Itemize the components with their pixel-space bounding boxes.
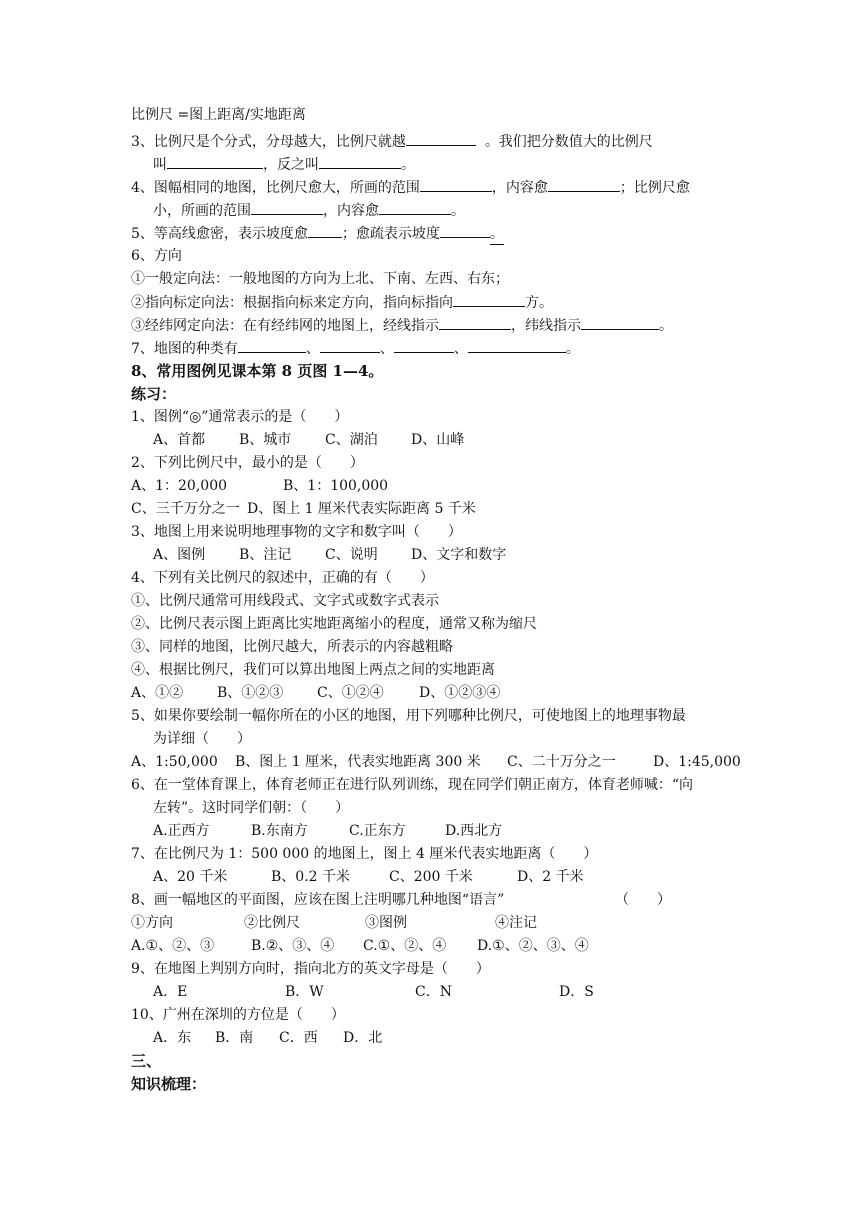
question-7	[131, 844, 597, 864]
underlined-period: 。	[490, 224, 504, 245]
option-d: D、1:45,000	[653, 754, 741, 770]
answer-blank	[439, 315, 511, 330]
text-segment: 为详细（ ）	[153, 731, 251, 747]
text-segment: ④、根据比例尺，我们可以算出地图上两点之间的实地距离	[131, 662, 495, 678]
option-a: A、①②	[131, 685, 184, 701]
text-segment: ③、同样的地图，比例尺越大，所表示的内容越粗略	[131, 639, 453, 655]
text-segment: 。	[451, 203, 465, 219]
text-segment: 1、图例“◎”通常表示的是（ ）	[131, 409, 349, 425]
answer-paren: （ ）	[615, 892, 671, 908]
question-3	[131, 522, 462, 542]
option-c: C、三千万分之一	[131, 501, 240, 517]
text-segment: 3、地图上用来说明地理事物的文字和数字叫（ ）	[131, 524, 462, 540]
text-segment: 方。	[525, 295, 553, 311]
option-d: D、山峰	[411, 432, 465, 448]
question-line	[131, 223, 504, 245]
text-segment: 10、广州在深圳的方位是（ ）	[131, 1007, 345, 1023]
text-segment: 、	[379, 341, 394, 357]
option-a: A、首都	[153, 432, 206, 448]
answer-blank	[453, 292, 525, 307]
text-segment: ；比例尺愈	[619, 180, 690, 196]
question-9	[131, 959, 490, 979]
text-segment: 左转”。这时同学们朝：（ ）	[153, 800, 350, 816]
text-segment: 知识梳理：	[131, 1075, 207, 1093]
text-segment: 7、地图的种类有	[131, 341, 238, 357]
text-segment: ，内容愈	[491, 180, 548, 196]
option-b: B、0.2 千米	[271, 869, 351, 885]
question-1	[131, 407, 348, 427]
text-segment: ，纬线指示	[511, 318, 581, 334]
option-c: C、200 千米	[389, 869, 473, 885]
text-segment: ；愈疏表示坡度	[341, 226, 440, 242]
statement-line	[131, 637, 453, 657]
text-segment: ，内容愈	[323, 203, 379, 219]
text-segment: ①一般定向法：一般地图的方向为上北、下南、左西、右东；	[131, 271, 509, 287]
answer-blank	[440, 223, 490, 238]
option-a: A．E	[153, 984, 188, 1000]
option-d: D.①、②、③、④	[477, 938, 589, 954]
text-segment: 。	[565, 341, 580, 357]
text-segment: ②指向标定向法：根据指向标来定方向，指向标指向	[131, 295, 453, 311]
answer-blank	[167, 154, 263, 169]
text-segment: 2、下列比例尺中，最小的是（ ）	[131, 455, 364, 471]
question-line	[131, 292, 553, 313]
option-d: D．S	[559, 984, 594, 1000]
text-segment: ②比例尺	[244, 915, 300, 931]
text-segment: ④注记	[495, 915, 537, 931]
option-b: B、城市	[239, 432, 292, 448]
answer-blank	[468, 338, 566, 353]
answer-blank	[548, 177, 620, 192]
option-b: B、①②③	[217, 685, 284, 701]
exercise-heading	[131, 384, 176, 404]
text-segment: 5、等高线愈密，表示坡度愈	[131, 226, 308, 242]
option-b: B．南	[215, 1030, 254, 1046]
option-a: A、图例	[153, 547, 206, 563]
text-segment: 练习：	[131, 385, 177, 403]
option-d: D.西北方	[445, 823, 503, 839]
text-segment: 9、在地图上判别方向时，指向北方的英文字母是（ ）	[131, 961, 490, 977]
question-6-cont	[153, 798, 349, 818]
option-c: C.①、②、④	[363, 938, 447, 954]
text-segment: 3、比例尺是个分式，分母越大，比例尺就越	[131, 134, 406, 150]
option-b: B、注记	[239, 547, 292, 563]
text-segment: ③经纬网定向法：在有经纬网的地图上，经线指示	[131, 318, 439, 334]
option-d: D、①②③④	[419, 685, 501, 701]
text-segment: 8、画一幅地区的平面图，应该在图上注明哪几种地图“语言”	[131, 892, 505, 908]
text-segment: 4、图幅相同的地图，比例尺愈大，所画的范围	[131, 180, 420, 196]
text-segment: 7、在比例尺为 1：500 000 的地图上，图上 4 厘米代表实地距离（ ）	[131, 846, 598, 862]
question-6	[131, 775, 693, 795]
answer-blank	[319, 154, 401, 169]
text-segment: ③图例	[365, 915, 407, 931]
answer-blank	[394, 338, 454, 353]
answer-blank	[251, 200, 323, 215]
text-segment: 三、	[131, 1052, 162, 1070]
text-line	[131, 105, 306, 125]
text-segment: 、	[453, 341, 468, 357]
option-a: A、1：20,000	[131, 478, 228, 494]
text-segment: ②、比例尺表示图上距离比实地距离缩小的程度，通常又称为缩尺	[131, 616, 537, 632]
bold-note	[131, 361, 383, 381]
answer-blank	[238, 338, 306, 353]
statement-line	[131, 614, 537, 634]
text-segment: 8、常用图例见课本第 8 页图 1—4。	[131, 362, 384, 380]
text-segment: 6、在一堂体育课上，体育老师正在进行队列训练，现在同学们朝正南方，体育老师喊：“向	[131, 777, 694, 793]
text-segment: 5、如果你要绘制一幅你所在的小区的地图，用下列哪种比例尺，可使地图上的地理事物最	[131, 708, 686, 724]
question-4	[131, 568, 434, 588]
section-heading	[131, 246, 182, 266]
option-c: C.正东方	[349, 823, 406, 839]
option-c: C、①②④	[317, 685, 384, 701]
option-c: C．西	[279, 1030, 318, 1046]
option-b: B、1：100,000	[283, 478, 389, 494]
question-5	[131, 706, 686, 726]
text-line	[131, 269, 509, 289]
answer-blank	[308, 223, 342, 238]
option-c: C、二十万分之一	[507, 754, 616, 770]
option-d: D、2 千米	[517, 869, 584, 885]
text-segment: 。	[401, 157, 415, 173]
answer-blank	[420, 177, 492, 192]
answer-blank	[406, 131, 476, 146]
option-d: D、文字和数字	[411, 547, 507, 563]
question-line	[153, 154, 415, 175]
section-three-heading	[131, 1051, 161, 1071]
option-a: A．东	[153, 1030, 192, 1046]
option-a: A.①、②、③	[131, 938, 215, 954]
text-segment: ①、比例尺通常可用线段式、文字式或数字式表示	[131, 593, 439, 609]
option-b: B.东南方	[251, 823, 308, 839]
question-10	[131, 1005, 345, 1025]
answer-blank	[581, 315, 659, 330]
text-segment: 小，所画的范围	[153, 203, 251, 219]
option-c: C、湖泊	[325, 432, 378, 448]
option-c: C．N	[415, 984, 452, 1000]
question-line	[153, 200, 465, 221]
question-line	[131, 131, 653, 152]
question-5-cont	[153, 729, 251, 749]
text-segment: ①方向	[131, 915, 173, 931]
option-b: B、图上 1 厘米，代表实地距离 300 米	[235, 754, 481, 770]
text-segment: 4、下列有关比例尺的叙述中，正确的有（ ）	[131, 570, 434, 586]
text-segment: 6、方向	[131, 248, 182, 264]
text-segment: 。	[659, 318, 673, 334]
option-a: A、20 千米	[153, 869, 228, 885]
text-segment: 叫	[153, 157, 167, 173]
option-a: A.正西方	[153, 823, 210, 839]
question-line	[131, 338, 580, 359]
answer-blank	[320, 338, 380, 353]
question-line	[131, 177, 690, 198]
option-b: B．W	[285, 984, 324, 1000]
option-d: D、图上 1 厘米代表实际距离 5 千米	[247, 501, 476, 517]
answer-blank	[379, 200, 451, 215]
text-segment: 比例尺 =图上距离/实地距离	[131, 107, 306, 123]
text-segment: ，反之叫	[263, 157, 319, 173]
option-c: C、说明	[325, 547, 378, 563]
option-b: B.②、③、④	[251, 938, 335, 954]
question-8	[131, 890, 671, 910]
question-line	[131, 315, 673, 336]
question-2	[131, 453, 364, 473]
option-a: A、1:50,000	[131, 754, 218, 770]
text-segment: 、	[305, 341, 320, 357]
statement-line	[131, 591, 439, 611]
knowledge-review-heading	[131, 1074, 206, 1094]
text-segment: 。我们把分数值大的比例尺	[484, 134, 653, 150]
option-d: D．北	[343, 1030, 383, 1046]
statement-line	[131, 660, 495, 680]
